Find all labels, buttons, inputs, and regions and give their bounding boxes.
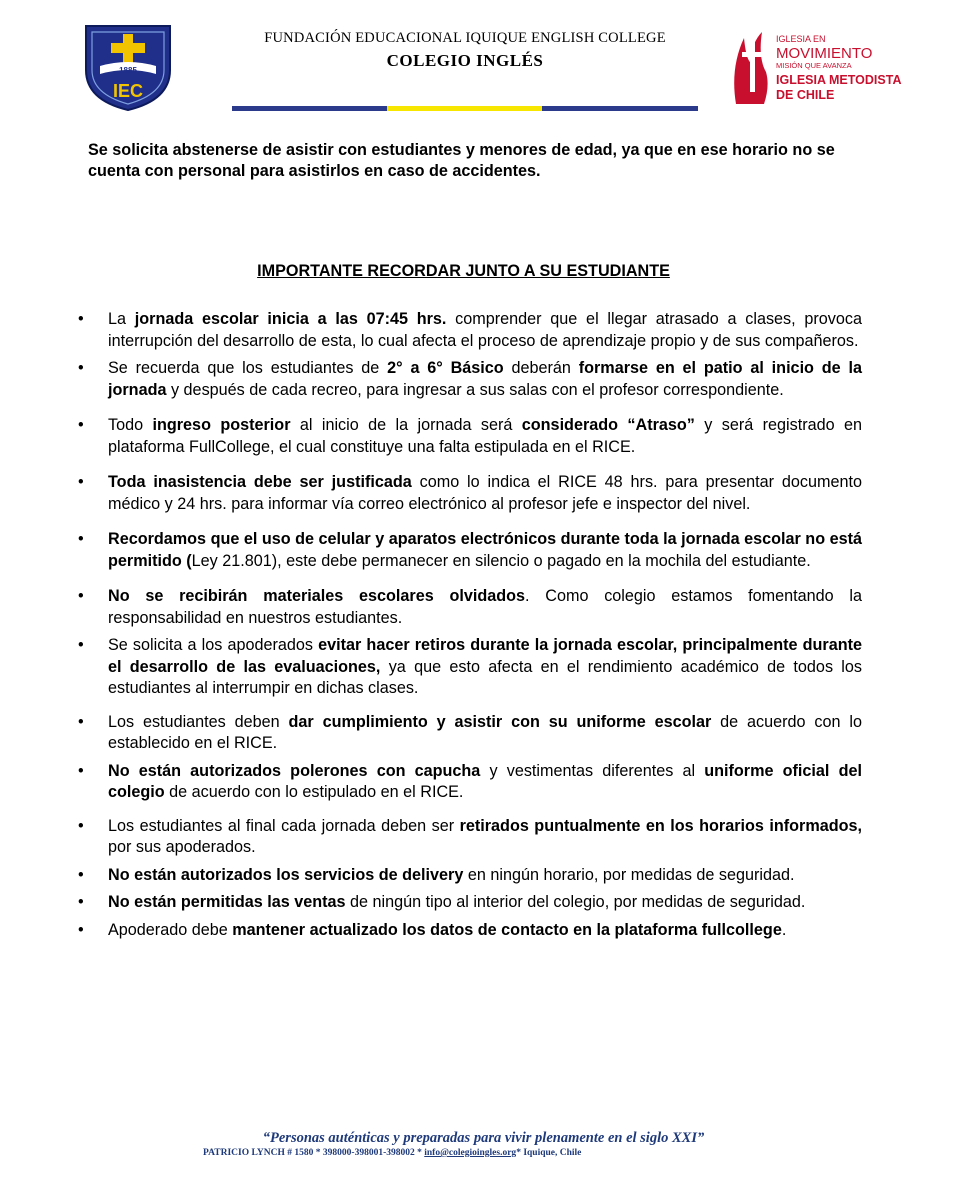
bullet-icon: • xyxy=(78,310,84,328)
crest-year: 1885 xyxy=(119,66,137,75)
school-crest-icon xyxy=(78,22,178,112)
header-divider-yellow xyxy=(387,106,542,111)
logo-text-2: MOVIMIENTO xyxy=(776,45,873,62)
header-divider-blue-right xyxy=(542,106,698,111)
bullet-icon: • xyxy=(78,416,84,434)
list-item: • La jornada escolar inicia a las 07:45 hrs. comprender que el llegar atrasado a clases, provoca interrupción del desarrollo de esta, lo cual afecta el proceso de aprendizaje propio y de sus compañeros. xyxy=(78,310,862,350)
header-divider-blue-left xyxy=(232,106,387,111)
methodist-flame-cross-icon xyxy=(734,32,767,104)
list-item: • Se solicita a los apoderados evitar hacer retiros durante la jornada escolar, principalmente durante el desarrollo de las evaluaciones, ya que esto afecta en el rendimiento académico de todos los estudiantes al interrumpir en dichas clases. xyxy=(78,636,863,697)
bullet-icon: • xyxy=(78,865,84,884)
bullet-icon: • xyxy=(78,636,84,654)
list-item: • No se recibirán materiales escolares olvidados. Como colegio estamos fomentando la responsabilidad en nuestros estudiantes. xyxy=(78,587,862,627)
reminder-list xyxy=(72,309,862,941)
bullet-icon: • xyxy=(78,712,84,731)
attendance-notice: Se solicita abstenerse de asistir con estudiantes y menores de edad, ya que en ese horario no se cuenta con personal para asistirlos en caso de accidentes. xyxy=(88,141,835,180)
bullet-icon: • xyxy=(78,761,84,780)
list-item: • Recordamos que el uso de celular y aparatos electrónicos durante toda la jornada escolar no está permitido (Ley 21.801), este debe permanecer en silencio o pagado en la mochila del estudiante. xyxy=(78,530,862,570)
school-name: COLEGIO INGLÉS xyxy=(386,51,544,70)
bullet-icon: • xyxy=(78,473,84,491)
list-item: • Se recuerda que los estudiantes de 2° a 6° Básico deberán formarse en el patio al inicio de la jornada y después de cada recreo, para ingresar a sus salas con el profesor correspondiente. xyxy=(78,359,862,399)
bullet-icon: • xyxy=(78,920,84,939)
logo-text-1: IGLESIA EN xyxy=(776,34,826,44)
list-item: • No están autorizados polerones con capucha y vestimentas diferentes al uniforme oficial del colegio de acuerdo con lo estipulado en el RICE. xyxy=(78,761,862,801)
bullet-icon: • xyxy=(78,359,84,377)
bullet-icon: • xyxy=(78,816,84,835)
footer-motto: “Personas auténticas y preparadas para vivir plenamente en el siglo XXI” xyxy=(262,1130,705,1146)
logo-text-5: DE CHILE xyxy=(776,88,835,102)
methodist-church-logo xyxy=(728,28,902,108)
email-link[interactable]: info@colegioingles.org xyxy=(424,1148,517,1158)
bullet-icon: • xyxy=(78,530,84,548)
crest-initials: IEC xyxy=(112,81,144,101)
footer-address: PATRICIO LYNCH # 1580 * 398000-398001-398002 * info@colegioingles.org* Iquique, Chile xyxy=(203,1148,582,1158)
list-item: • Todo ingreso posterior al inicio de la jornada será considerado “Atraso” y será registrado en plataforma FullCollege, el cual constituye una falta estipulada en el RICE. xyxy=(78,416,862,456)
bullet-icon: • xyxy=(78,893,84,911)
bullet-icon: • xyxy=(78,587,84,605)
organization-name: FUNDACIÓN EDUCACIONAL IQUIQUE ENGLISH COLLEGE xyxy=(264,30,666,46)
list-item: • No están permitidas las ventas de ningún tipo al interior del colegio, por medidas de seguridad. xyxy=(72,892,862,914)
list-item: • Toda inasistencia debe ser justificada como lo indica el RICE 48 hrs. para presentar documento médico y 24 hrs. para informar vía correo electrónico al profesor jefe e inspector del nivel. xyxy=(78,473,863,513)
list-item: • No están autorizados los servicios de delivery en ningún horario, por medidas de seguridad. xyxy=(72,865,862,887)
list-item: • Los estudiantes al final cada jornada deben ser retirados puntualmente en los horarios informados, por sus apoderados. xyxy=(78,816,862,856)
letterhead xyxy=(240,30,690,71)
list-item: • Los estudiantes deben dar cumplimiento y asistir con su uniforme escolar de acuerdo con lo establecido en el RICE. xyxy=(78,712,862,752)
logo-text-4: IGLESIA METODISTA xyxy=(776,73,902,87)
list-item: • Apoderado debe mantener actualizado los datos de contacto en la plataforma fullcollege. xyxy=(72,920,862,942)
section-title: IMPORTANTE RECORDAR JUNTO A SU ESTUDIANTE xyxy=(257,262,670,280)
logo-text-3: MISIÓN QUE AVANZA xyxy=(776,61,852,70)
